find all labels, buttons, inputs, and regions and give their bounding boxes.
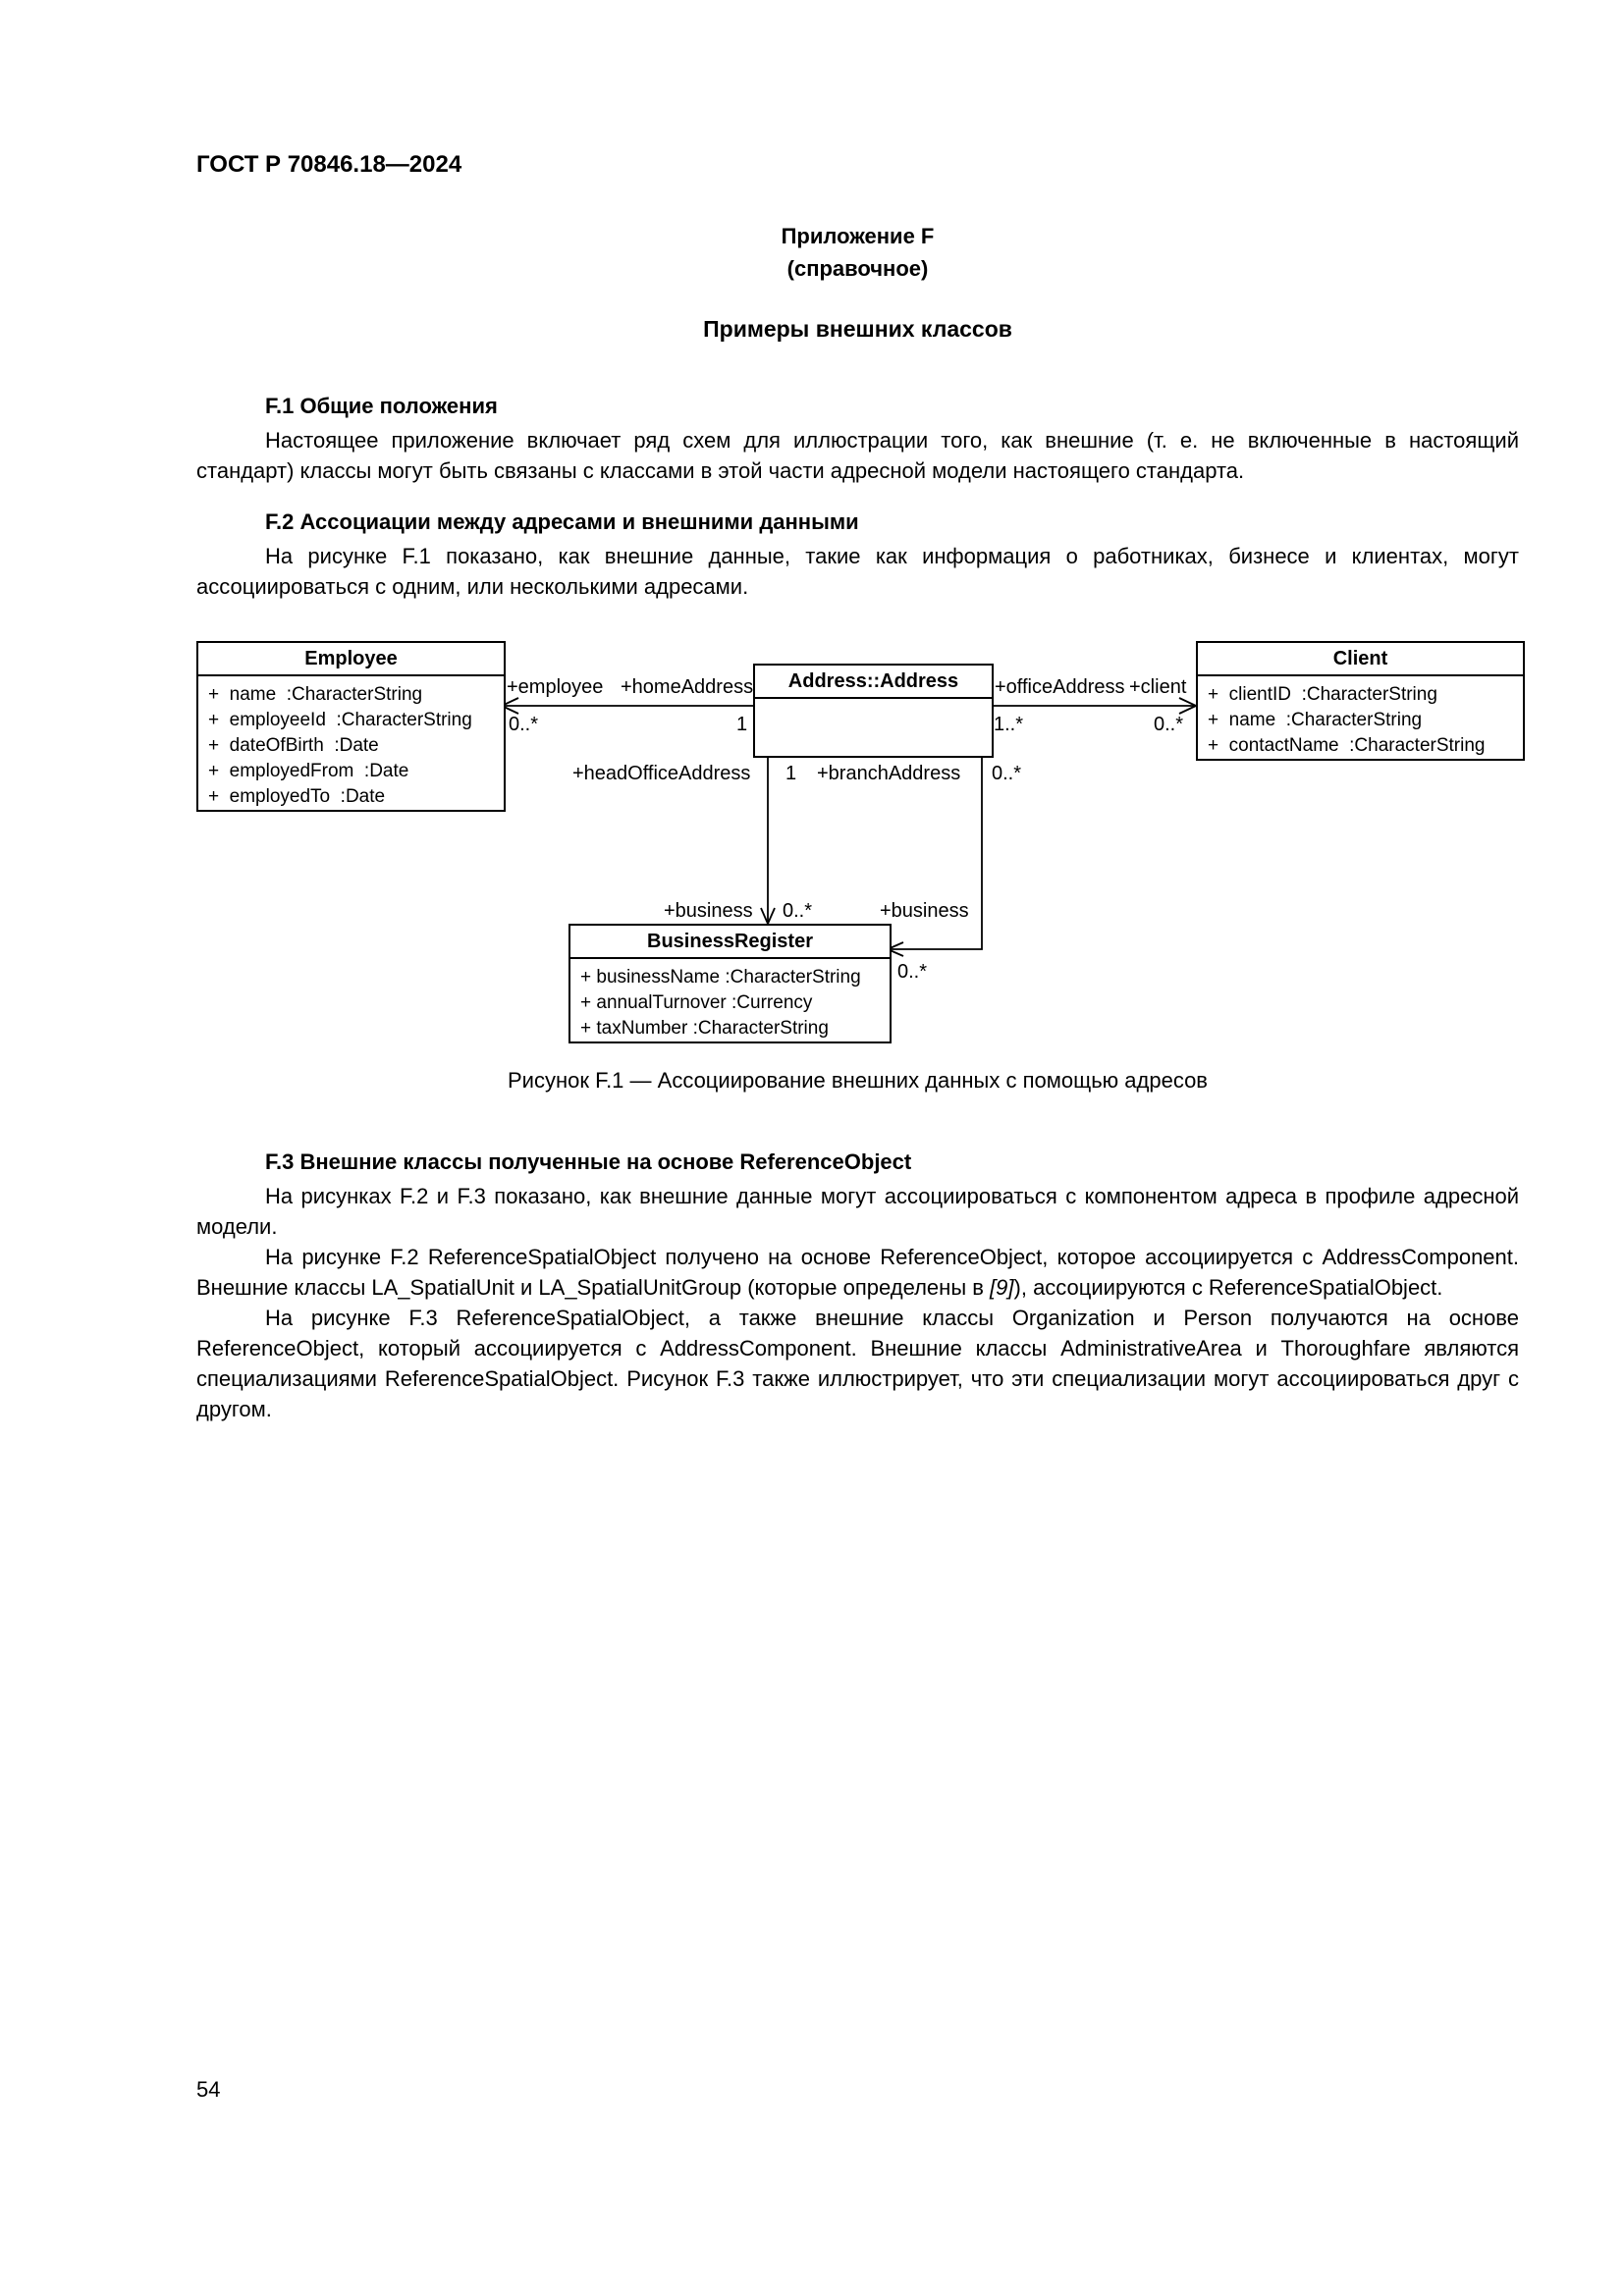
role-label-client: +client — [1129, 676, 1187, 698]
appendix-kind: (справочное) — [786, 256, 929, 281]
section-f2 — [196, 507, 1519, 602]
attribute-row: + contactName :CharacterString — [1208, 735, 1486, 756]
section-f1-heading: F.1 Общие положения — [265, 394, 498, 418]
section-f1-paragraph: Настоящее приложение включает ряд схем для иллюстрации того, как внешние (т. е. не включенные в настоящий стандарт) классы могут быть связаны с классами в этой части адресной модели настоящего стандарта. — [196, 428, 1519, 483]
role-label-office-address: +officeAddress — [995, 676, 1125, 698]
paragraph-text: На рисунке F.2 ReferenceSpatialObject получено на основе ReferenceObject, которое ассоциируется с AddressComponent. Внешние классы LA_SpatialUnit и LA_SpatialUnitGroup (которые определены в — [196, 1245, 1519, 1300]
uml-class-client — [1196, 641, 1525, 761]
section-f3-paragraph-2 — [196, 1242, 1519, 1303]
attribute-row: + dateOfBirth :Date — [208, 735, 379, 756]
role-label-business-left: +business — [664, 900, 753, 922]
business-register-attributes — [570, 959, 890, 1045]
section-f3 — [196, 1147, 1519, 1424]
attribute-row: + name :CharacterString — [1208, 710, 1423, 730]
multiplicity-branch: 0..* — [992, 763, 1022, 784]
uml-class-business-register — [568, 924, 892, 1043]
paragraph-text: ), ассоциируются с ReferenceSpatialObject. — [1013, 1275, 1443, 1300]
attribute-row: + businessName :CharacterString — [580, 967, 861, 988]
role-label-head-office-address: +headOfficeAddress — [572, 763, 751, 784]
multiplicity-address-home: 1 — [736, 714, 748, 735]
multiplicity-employee: 0..* — [509, 714, 539, 735]
uml-class-address — [753, 664, 994, 758]
appendix-heading — [196, 220, 1519, 285]
section-f3-paragraph-3: На рисунке F.3 ReferenceSpatialObject, а также внешние классы Organization и Person получаются на основе ReferenceObject, который ассоциируется с AddressComponent. Внешние классы AdministrativeArea и Thoroughfare являются специализациями ReferenceSpatialObject. Рисунок F.3 также иллюстрирует, что эти специализации могут ассоциироваться друг с другом. — [196, 1306, 1519, 1421]
figure-f1-diagram — [0, 633, 1624, 1104]
role-label-employee: +employee — [507, 676, 604, 698]
multiplicity-head-office: 1 — [785, 763, 797, 784]
client-attributes — [1198, 676, 1523, 763]
role-label-branch-address: +branchAddress — [817, 763, 961, 784]
section-f3-heading: F.3 Внешние классы полученные на основе ReferenceObject — [265, 1149, 912, 1174]
multiplicity-address-office: 1..* — [994, 714, 1024, 735]
attribute-row: + employedTo :Date — [208, 786, 386, 807]
multiplicity-business-right: 0..* — [897, 961, 928, 983]
role-label-business-right: +business — [880, 900, 969, 922]
multiplicity-business-left: 0..* — [783, 900, 813, 922]
figure-f1-caption: Рисунок F.1 — Ассоциирование внешних данных с помощью адресов — [507, 1068, 1208, 1093]
class-name-address: Address::Address — [755, 666, 992, 699]
section-f3-paragraph-1: На рисунках F.2 и F.3 показано, как внешние данные могут ассоциироваться с компонентом адреса в профиле адресной модели. — [196, 1184, 1519, 1239]
section-f2-paragraph: На рисунке F.1 показано, как внешние данные, такие как информация о работниках, бизнесе и клиентах, могут ассоциироваться с одним, или несколькими адресами. — [196, 544, 1519, 599]
section-f2-heading: F.2 Ассоциации между адресами и внешними данными — [265, 509, 859, 534]
class-name-business-register: BusinessRegister — [570, 926, 890, 959]
attribute-row: + employeeId :CharacterString — [208, 710, 472, 730]
employee-attributes — [198, 676, 504, 814]
section-f1 — [196, 391, 1519, 486]
attribute-row: + taxNumber :CharacterString — [580, 1018, 829, 1039]
uml-class-employee — [196, 641, 506, 812]
attribute-row: + employedFrom :Date — [208, 761, 409, 781]
bibliography-reference: [9] — [990, 1275, 1014, 1300]
role-label-home-address: +homeAddress — [621, 676, 754, 698]
doc-number: ГОСТ Р 70846.18—2024 — [196, 151, 462, 178]
attribute-row: + annualTurnover :Currency — [580, 992, 813, 1013]
attribute-row: + clientID :CharacterString — [1208, 684, 1437, 705]
attribute-row: + name :CharacterString — [208, 684, 423, 705]
class-name-employee: Employee — [198, 643, 504, 676]
page-number: 54 — [196, 2077, 221, 2102]
class-name-client: Client — [1198, 643, 1523, 676]
appendix-name: Приложение F — [781, 224, 935, 248]
multiplicity-client: 0..* — [1154, 714, 1184, 735]
appendix-title: Примеры внешних классов — [703, 316, 1012, 342]
